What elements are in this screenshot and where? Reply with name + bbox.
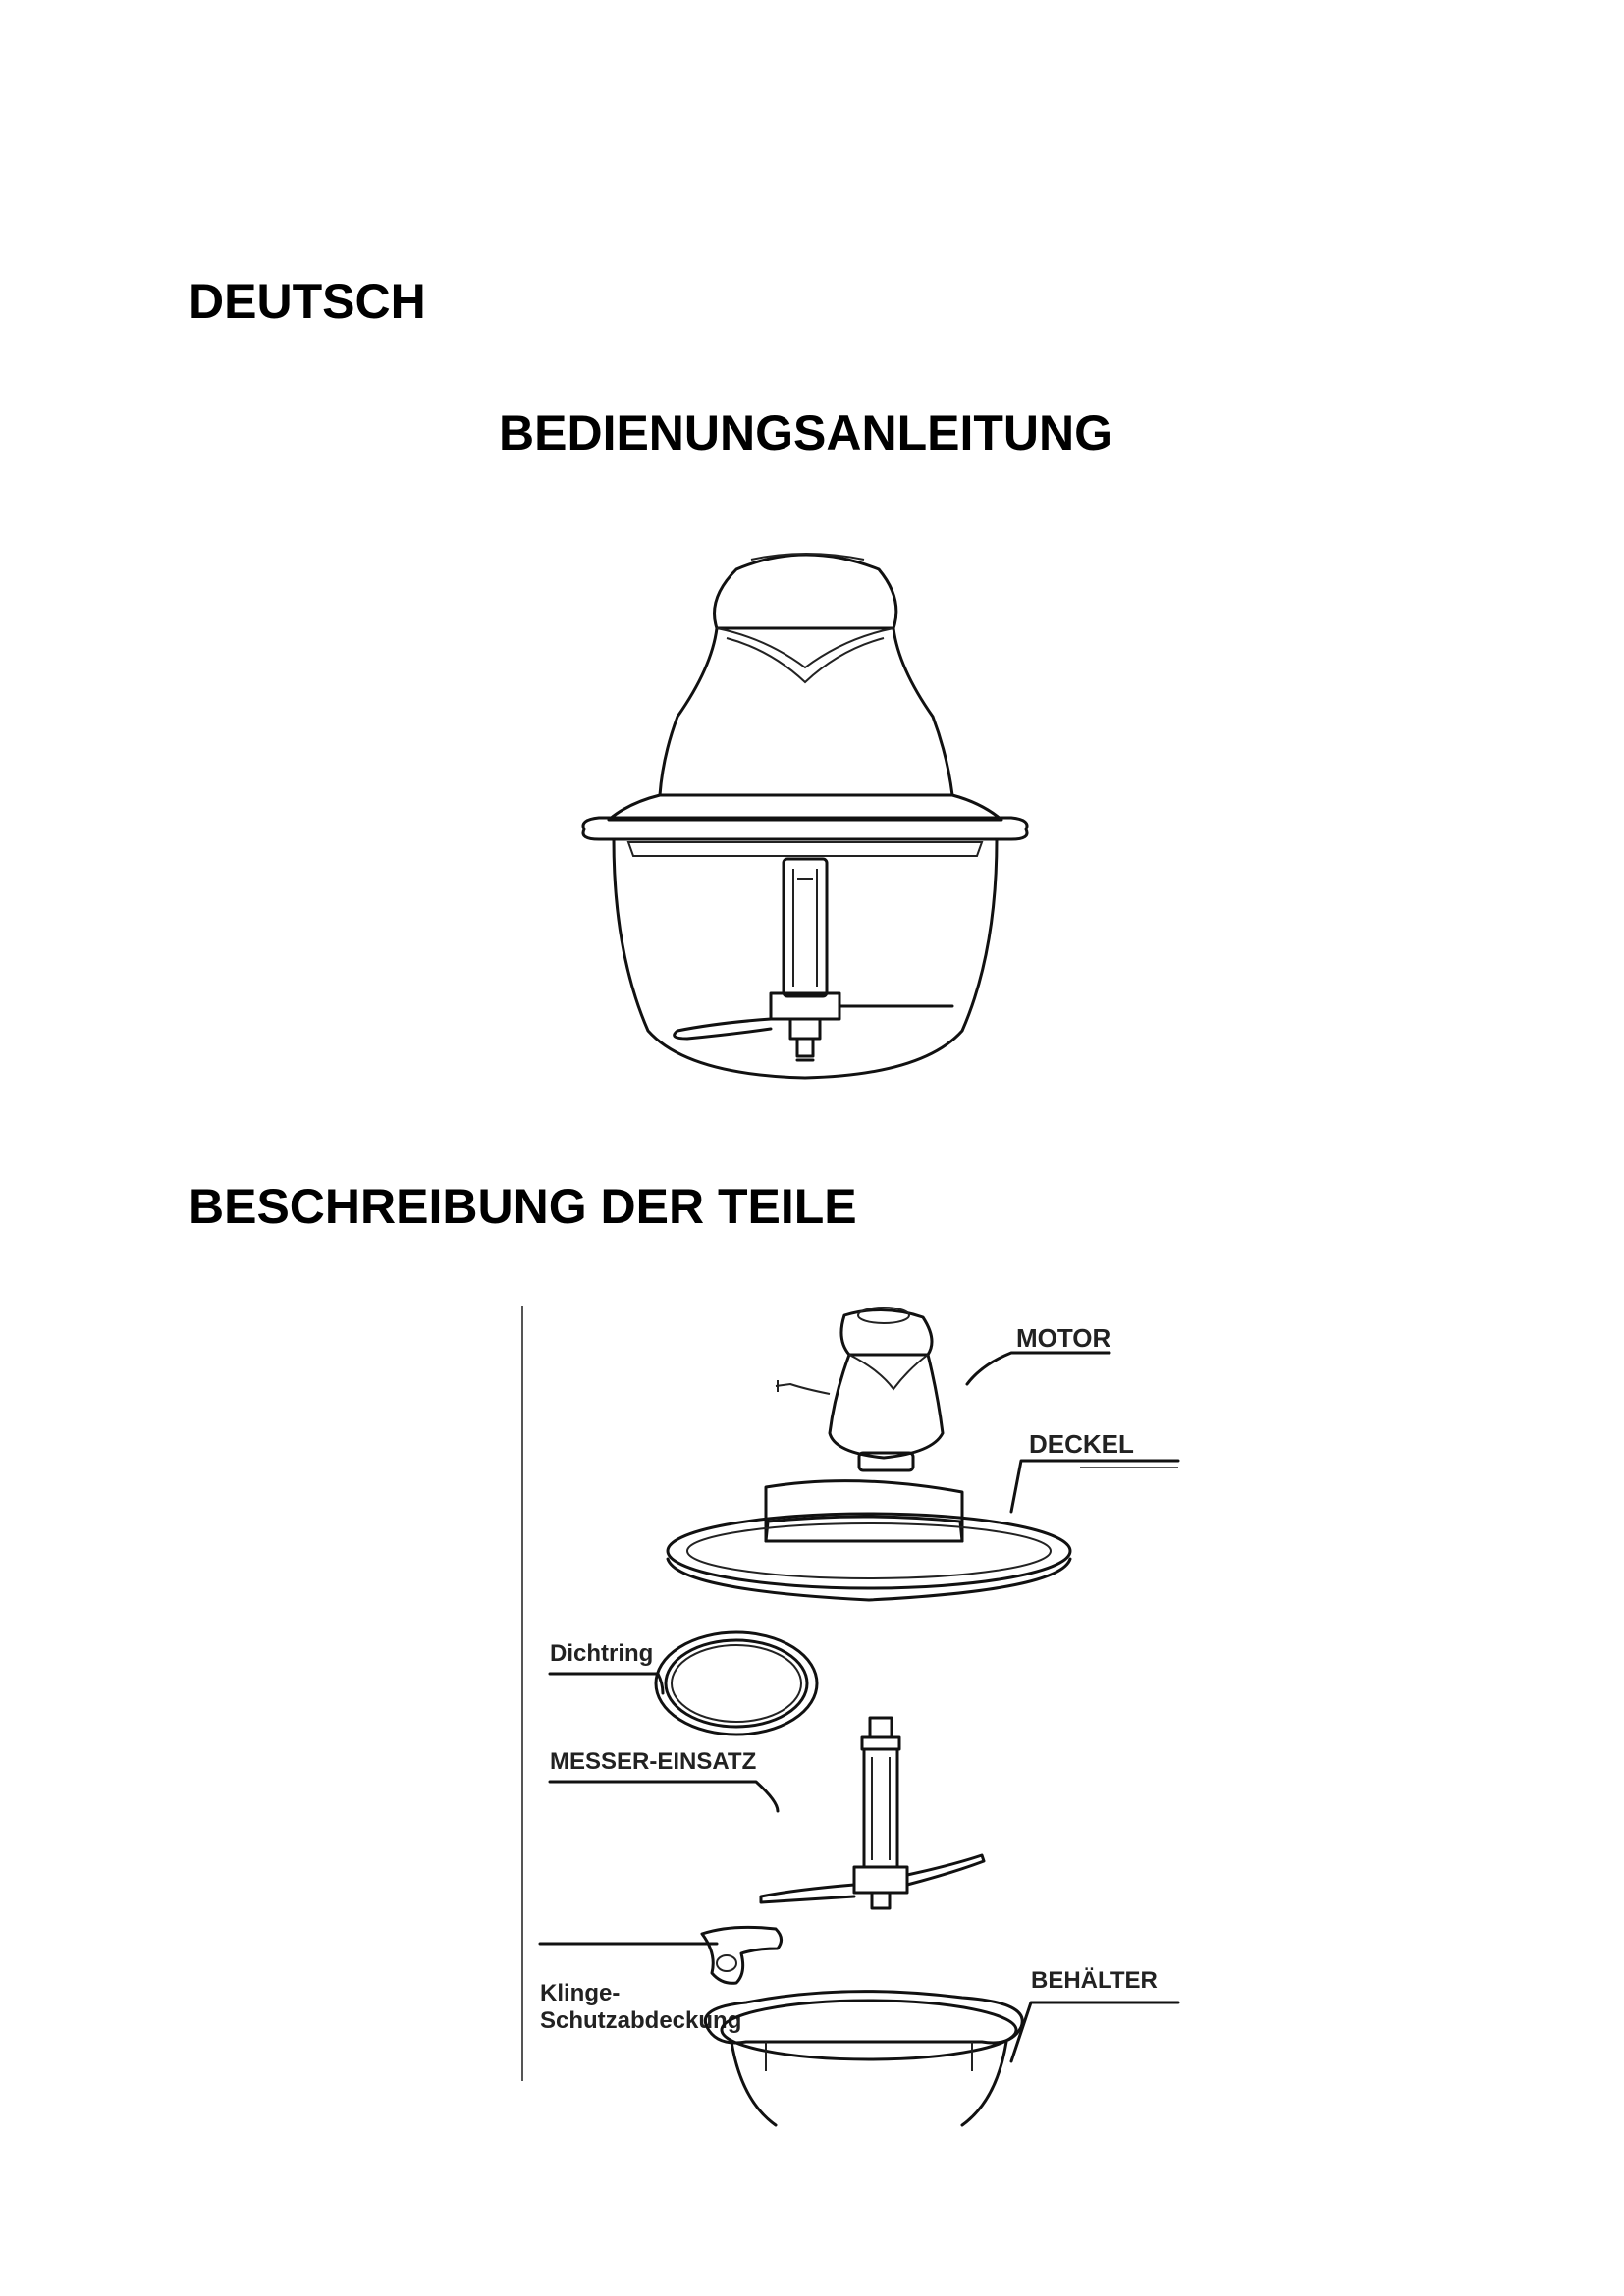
blade-insert-part <box>761 1718 984 1908</box>
assembled-chopper-illustration <box>569 540 1041 1090</box>
label-gasket: Dichtring <box>550 1640 654 1667</box>
label-motor: MOTOR <box>1016 1323 1111 1353</box>
label-blade-cover-line1: Klinge- <box>540 1980 621 2006</box>
gasket-part <box>656 1632 817 1735</box>
parts-heading: BESCHREIBUNG DER TEILE <box>189 1179 857 1234</box>
lid-part <box>668 1461 1178 1600</box>
label-container: BEHÄLTER <box>1031 1967 1158 1994</box>
blade-cover-part <box>702 1927 782 1983</box>
label-blade-cover-line2: Schutzabdeckung <box>540 2007 742 2034</box>
page-title: BEDIENUNGSANLEITUNG <box>499 405 1113 460</box>
label-lid: DECKEL <box>1029 1429 1134 1459</box>
container-part <box>705 1992 1022 2125</box>
label-blade-insert: MESSER-EINSATZ <box>550 1748 757 1775</box>
language-heading: DEUTSCH <box>189 274 426 329</box>
exploded-parts-illustration <box>520 1296 1208 2110</box>
